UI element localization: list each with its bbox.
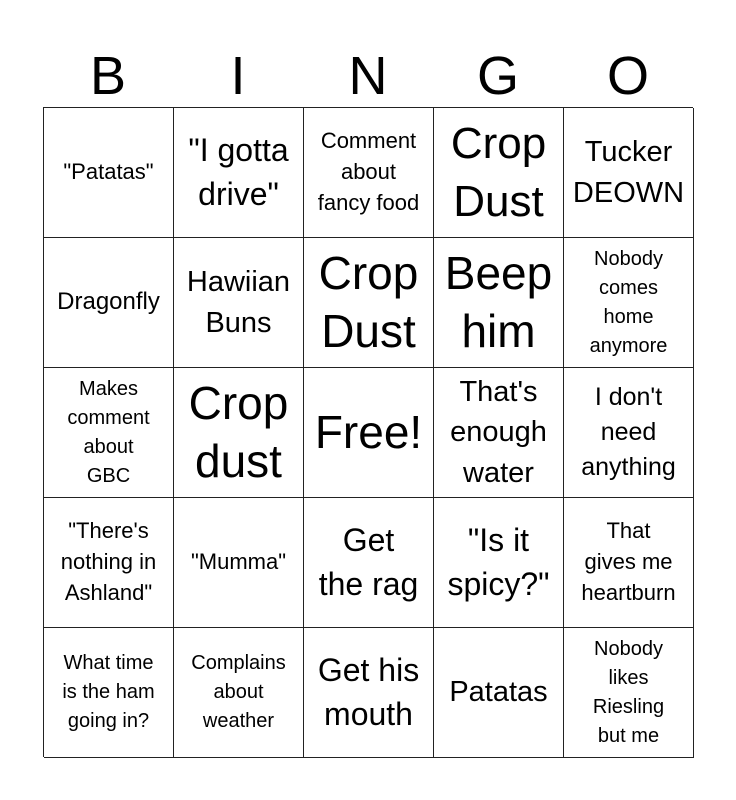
bingo-cell[interactable]: "Patatas" xyxy=(44,108,174,238)
bingo-cell[interactable]: Crop Dust xyxy=(434,108,564,238)
bingo-cell[interactable]: Get his mouth xyxy=(304,628,434,758)
bingo-cell[interactable]: Hawiian Buns xyxy=(174,238,304,368)
bingo-cell[interactable]: Nobody comes home anymore xyxy=(564,238,694,368)
header-letter-n: N xyxy=(348,46,388,106)
bingo-cell[interactable]: Nobody likes Riesling but me xyxy=(564,628,694,758)
header-letter-o: O xyxy=(606,46,649,106)
bingo-cell[interactable]: "Mumma" xyxy=(174,498,304,628)
bingo-cell[interactable]: Tucker DEOWN xyxy=(564,108,694,238)
bingo-cell[interactable]: "I gotta drive" xyxy=(174,108,304,238)
bingo-header xyxy=(43,44,693,108)
bingo-cell[interactable]: Comment about fancy food xyxy=(304,108,434,238)
bingo-cell[interactable]: What time is the ham going in? xyxy=(44,628,174,758)
bingo-cell[interactable]: Dragonfly xyxy=(44,238,174,368)
bingo-cell[interactable]: "Is it spicy?" xyxy=(434,498,564,628)
bingo-cell[interactable]: Crop Dust xyxy=(304,238,434,368)
bingo-cell[interactable]: Makes comment about GBC xyxy=(44,368,174,498)
bingo-cell[interactable]: Crop dust xyxy=(174,368,304,498)
bingo-card xyxy=(43,107,693,757)
bingo-cell[interactable]: That gives me heartburn xyxy=(564,498,694,628)
bingo-cell[interactable]: I don't need anything xyxy=(564,368,694,498)
bingo-cell[interactable]: Get the rag xyxy=(304,498,434,628)
header-letter-b: B xyxy=(89,46,127,106)
header-letter-g: G xyxy=(476,46,519,106)
header-letter-i: I xyxy=(230,46,246,106)
bingo-cell[interactable]: Beep him xyxy=(434,238,564,368)
bingo-cell[interactable]: Patatas xyxy=(434,628,564,758)
bingo-cell[interactable]: That's enough water xyxy=(434,368,564,498)
bingo-cell[interactable]: Complains about weather xyxy=(174,628,304,758)
free-space[interactable]: Free! xyxy=(304,368,434,498)
bingo-cell[interactable]: "There's nothing in Ashland" xyxy=(44,498,174,628)
